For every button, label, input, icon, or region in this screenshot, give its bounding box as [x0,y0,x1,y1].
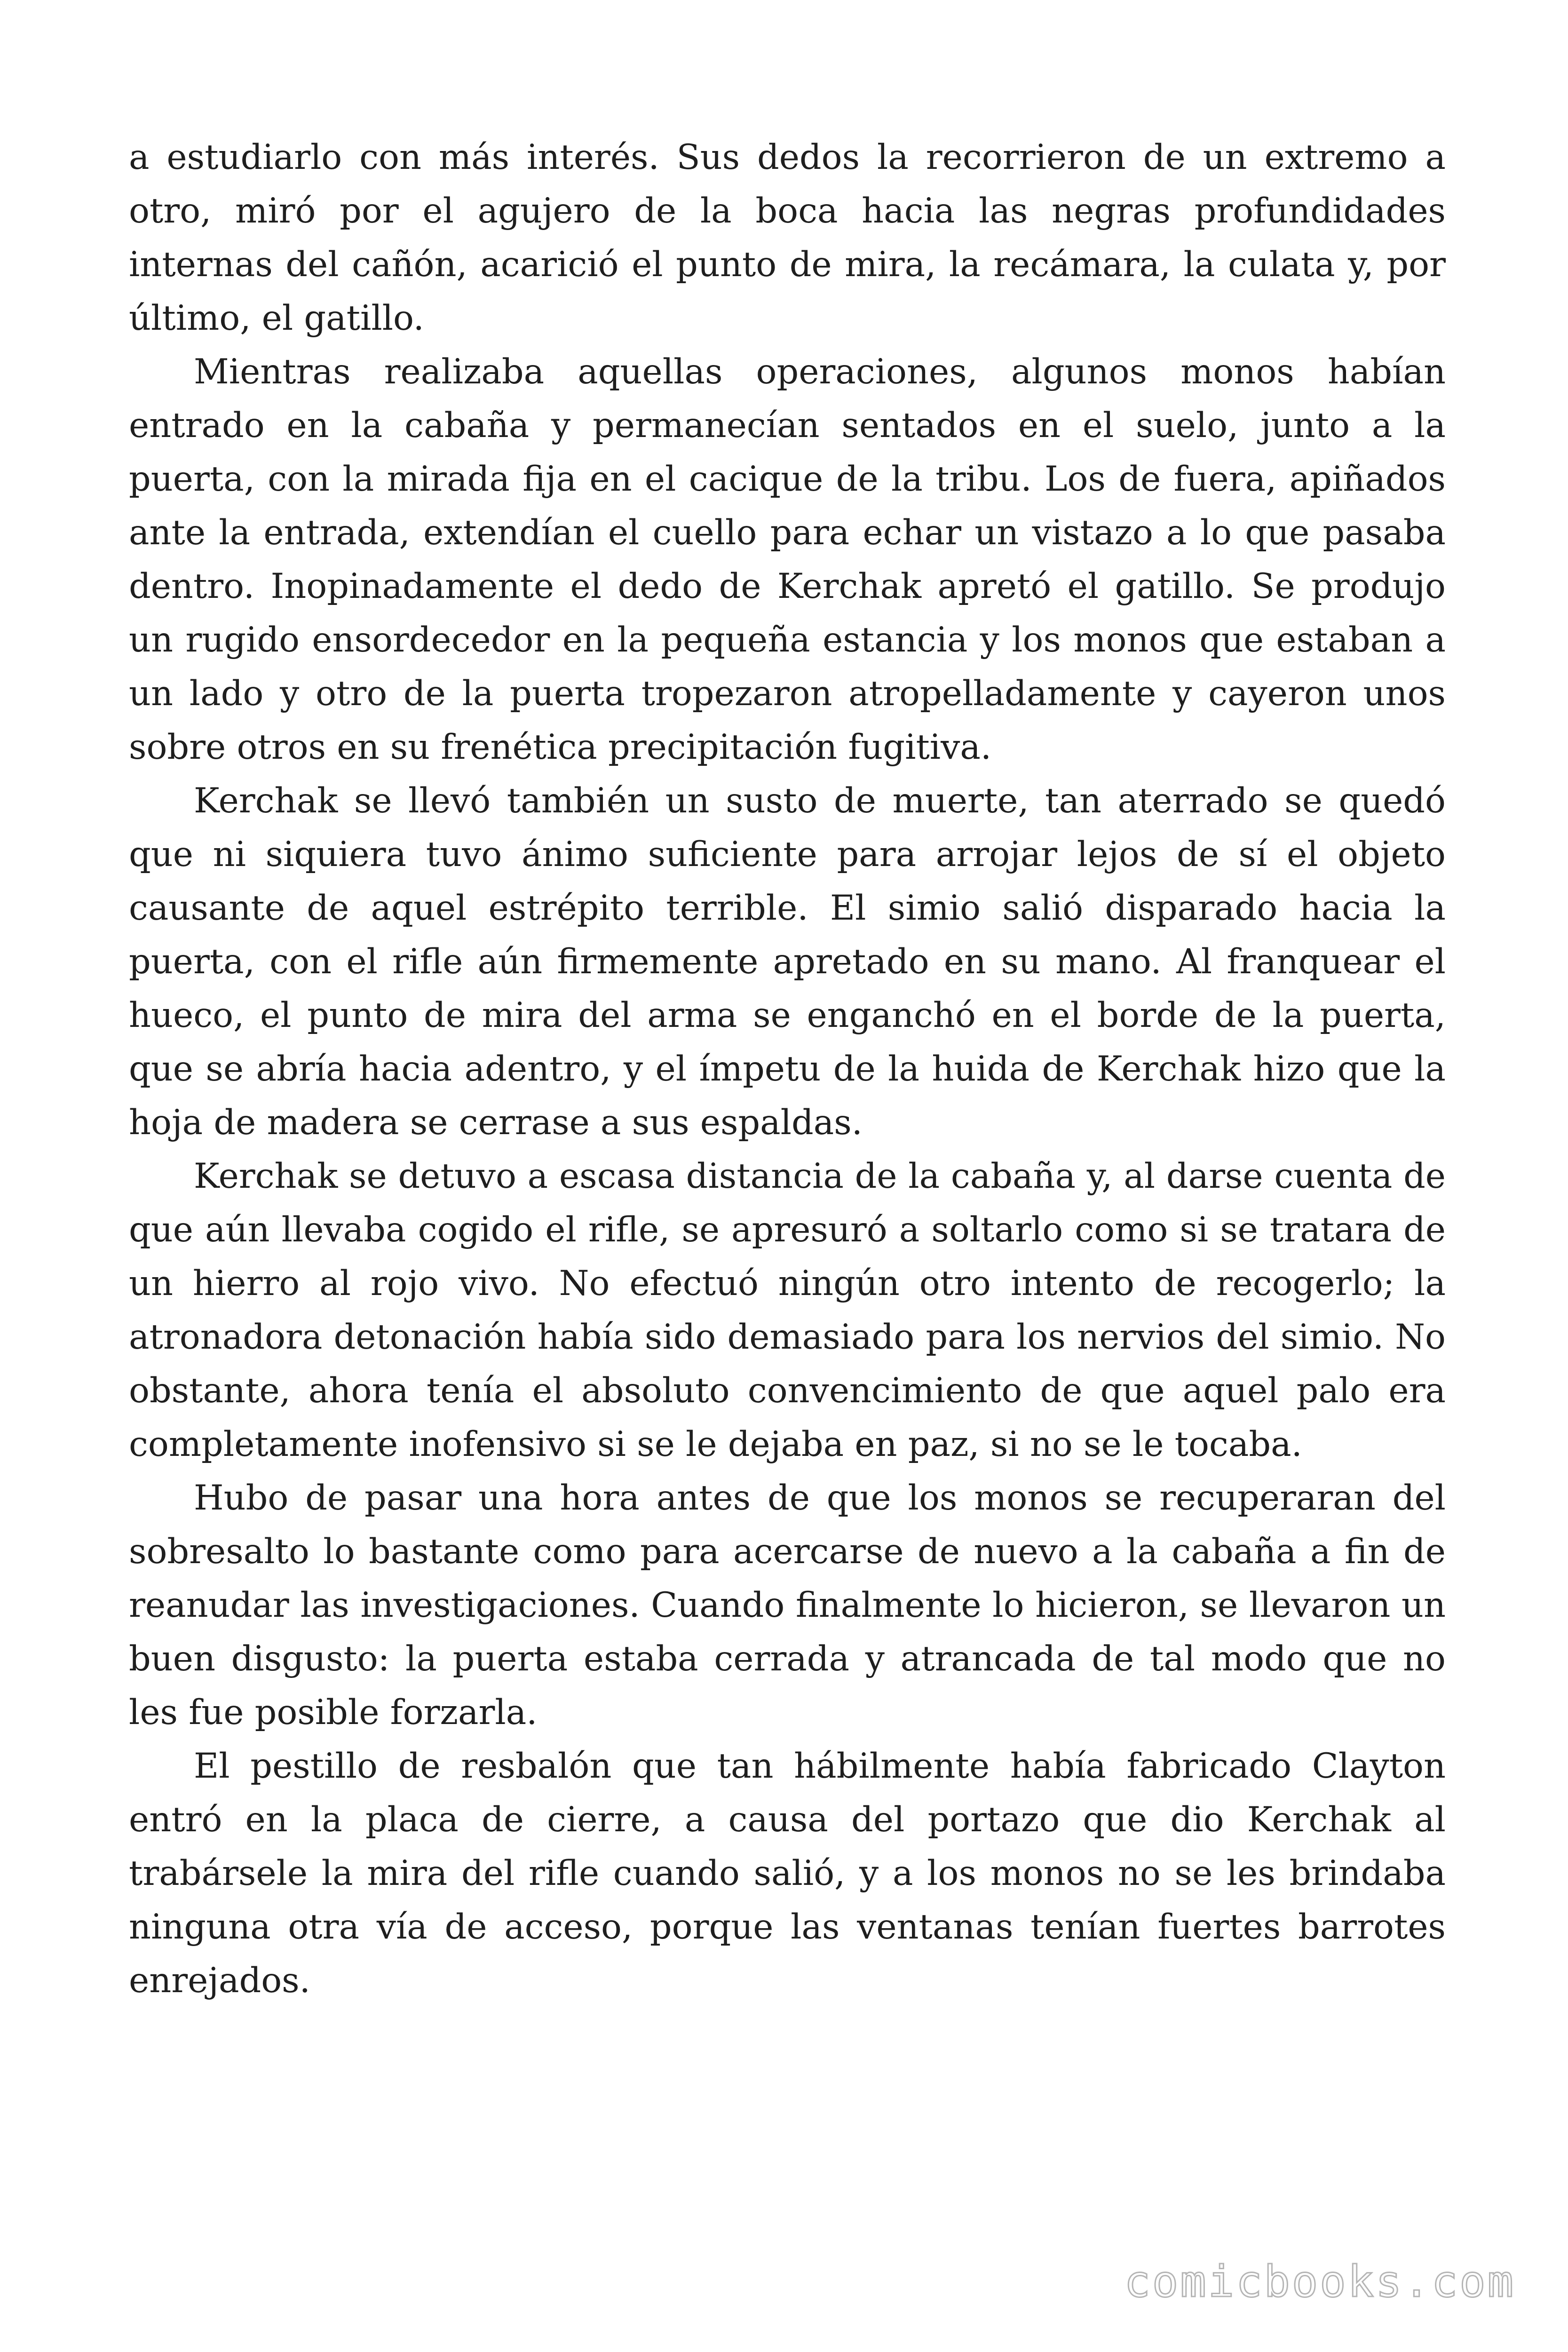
paragraph-6: El pestillo de resbalón que tan hábilmente había fabricado Clayton entró en la placa de cierre, a causa del portazo que dio Kerchak al trabársele la mira del rifle cuando salió, y a los monos no se les brindaba ninguna otra vía de acceso, porque las ventanas tenían fuertes barrotes enrejados. [129,1746,1446,2001]
watermark: comicbooks.com [1124,2257,1515,2307]
paragraph-5: Hubo de pasar una hora antes de que los monos se recuperaran del sobresalto lo bastante como para acercarse de nuevo a la cabaña a fin de reanudar las investigaciones. Cuando finalmente lo hicieron, se llevaron un buen disgusto: la puerta estaba cerrada y atrancada de tal modo que no les fue posible forzarla. [129,1478,1446,1732]
paragraph-4: Kerchak se detuvo a escasa distancia de la cabaña y, al darse cuenta de que aún llevaba cogido el rifle, se apresuró a soltarlo como si se tratara de un hierro al rojo vivo. No efectuó ningún otro intento de recogerlo; la atronadora detonación había sido demasiado para los nervios del simio. No obstante, ahora tenía el absoluto convencimiento de que aquel palo era completamente inofensivo si se le dejaba en paz, si no se le tocaba. [129,1156,1446,1464]
page-body [129,131,1446,2008]
paragraph-1: a estudiarlo con más interés. Sus dedos la recorrieron de un extremo a otro, miró por el agujero de la boca hacia las negras profundidades internas del cañón, acarició el punto de mira, la recámara, la culata y, por último, el gatillo. [129,137,1446,338]
paragraph-3: Kerchak se llevó también un susto de muerte, tan aterrado se quedó que ni siquiera tuvo ánimo suficiente para arrojar lejos de sí el objeto causante de aquel estrépito terrible. El simio salió disparado hacia la puerta, con el rifle aún firmemente apretado en su mano. Al franquear el hueco, el punto de mira del arma se enganchó en el borde de la puerta, que se abría hacia adentro, y el ímpetu de la huida de Kerchak hizo que la hoja de madera se cerrase a sus espaldas. [129,781,1446,1143]
paragraph-2: Mientras realizaba aquellas operaciones, algunos monos habían entrado en la cabaña y permanecían sentados en el suelo, junto a la puerta, con la mirada fija en el cacique de la tribu. Los de fuera, apiñados ante la entrada, extendían el cuello para echar un vistazo a lo que pasaba dentro. Inopinadamente el dedo de Kerchak apretó el gatillo. Se produjo un rugido ensordecedor en la pequeña estancia y los monos que estaban a un lado y otro de la puerta tropezaron atropelladamente y cayeron unos sobre otros en su frenética precipitación fugitiva. [129,352,1446,767]
